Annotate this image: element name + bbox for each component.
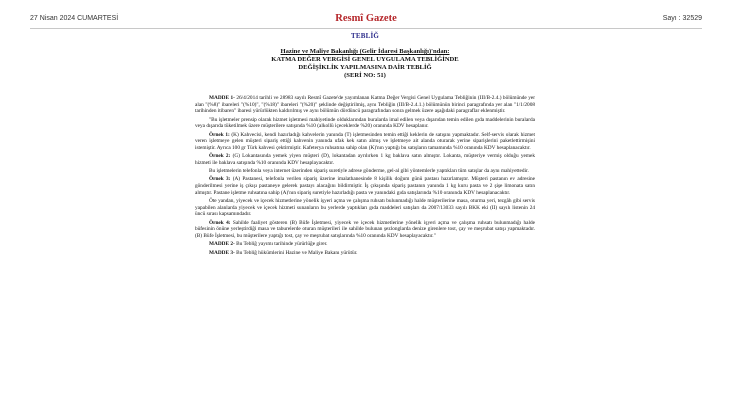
article-1-text: 26/4/2014 tarihli ve 28983 sayılı Resmî Gazete'de yayımlanan Katma Değer Vergisi Genel Uygulama Tebliğinin (III/B-2.4.) bölümünde yer alan "(%8)" ibareleri "(%10)", "(%18)" ibareleri "(%20)" şeklinde değiştirilmiş, aynı Tebliğin (III/B-2.4.1.) bölümünün birinci paragrafında yer alan "1/1/2008 tarihinden itibaren" ibaresi yürürlükten kaldırılmış ve aynı bölümün dördüncü paragrafından sonra gelmek üzere aşağıdaki paragraflar eklenmiştir. (195, 95, 535, 115)
issuing-authority: Hazine ve Maliye Bakanlığı (Gelir İdaresi Başkanlığı)'ndan: (280, 48, 450, 55)
example-2-text: (G) Lokantasında yemek yiyen müşteri (D), lokantadan ayrılırken 1 kg baklava satın almıştır. Lokanta, müşteriye vermiş olduğu yemek hizmeti ile baklava satışında %10 oranında KDV hesaplayacaktır. (195, 153, 535, 166)
article-2-label: MADDE 2- (209, 241, 235, 248)
example-1-text: (K) Kahvecisi, kendi hazırladığı kahvelerin yanında (T) işletmesinden temin ettiği keklerin de satışını yapmaktadır. Self-servis olarak hizmet veren işletmeye gelen müşteri sipariş ettiği kahvenin yanında ufak kek satın almış ve işletmeye ait alanda oturarak yerine siparişlerini paketlettirmişini istemiştir. Ayrıca 100 gr Türk kahvesi çektirmiştir. Kafeterya ruhsatına sahip olan (K)'nın yaptığı bu satışların tamamında %10 oranında KDV hesaplanacaktır. (195, 131, 535, 151)
example-3-text: (A) Pastanesi, telefonla verilen sipariş üzerine imalathanesinde 8 kişilik doğum günü pastası hazırlamıştır. Müşteri pastanın ev adresine gönderilmesi yerine iş çıkışı pastaneye gelerek pastayı alacağını bildirmiştir. İş çıkışında sipariş pastanın yanında 1 kg kuru pasta ve 2 şişe limonata satın almıştır. Pastane işletme ruhsatına sahip (A)'nın sipariş suretiyle hazırladığı pasta ve yanındaki gıda satışlarında %10 oranında KDV hesaplanacaktır. (195, 176, 535, 196)
article-1-label: MADDE 1- (209, 95, 235, 101)
page-header (30, 13, 702, 27)
title-line-2: DEĞİŞİKLİK YAPILMASINA DAİR TEBLİĞ (298, 64, 432, 71)
example-1-label: Örnek 1: (209, 131, 230, 138)
quote-intro: "Bu işletmeler prensip olarak hizmet işletmesi mahiyetinde olduklarından buralarda imal edilen veya dışarıdan temin edilen gıda maddelerinin buralarda veya dışarıda tüketilmek üzere müşterilere satışında %10 (alkollü içeceklerde %20) oranında KDV hesaplanır. (195, 116, 535, 130)
article-2-text: Bu Tebliğ yayımı tarihinde yürürlüğe girer. (234, 241, 328, 248)
paragraph-phone-orders: Bu işletmelerin telefonla veya internet üzerinden sipariş suretiyle adrese gönderme, gel-al gibi yöntemlerle yaptıkları tüm satışlar da aynı mahiyettedir. (209, 168, 529, 175)
article-3-text: Bu Tebliğ hükümlerini Hazine ve Maliye Bakanı yürütür. (234, 249, 358, 256)
example-2 (195, 153, 535, 166)
example-3 (195, 176, 535, 196)
example-4-label: Örnek 4: (209, 219, 231, 226)
header-divider (30, 28, 702, 29)
article-2 (195, 241, 535, 248)
document-title-block (140, 48, 590, 80)
example-2-label: Örnek 2: (209, 153, 231, 160)
paragraph-other-venues: Öte yandan, yiyecek ve içecek hizmetlerine yönelik işyeri açma ve çalışma ruhsatı bulunmadığı halde müşterilerine masa, oturma yeri, tezgâh gibi servis yapabilen alanlarda yiyecek ve içecek hizmeti sunanların bu yerlerde yaptıkları gıda maddeleri satışları da 2007/13033 sayılı BKK eki (II) sayılı listenin 24 üncü sırası kapsamındadır. (195, 198, 535, 218)
title-line-1: KATMA DEĞER VERGİSİ GENEL UYGULAMA TEBLİĞİNDE (271, 56, 459, 63)
issue-date: 27 Nisan 2024 CUMARTESİ (30, 15, 119, 22)
example-4-text: Sahilde faaliyet gösteren (B) Büfe İşletmesi, yiyecek ve içecek hizmetlerine yönelik işyeri açma ve çalışma ruhsatı bulunmadığı halde büfesinin önüne yerleştirdiği masa ve taburelerde oturan müşterileri ile sahilde bulunan şezlonglarda denize girenlere tost, çay ve meşrubat satışı yapmaktadır. (B) Büfe İşletmesi, bu müşterilere yaptığı tost, çay ve meşrubat satışlarında %10 oranında KDV hesaplayacaktır." (195, 219, 535, 239)
article-3 (195, 250, 535, 257)
newspaper-title: Resmî Gazete (335, 13, 397, 24)
example-1 (195, 132, 535, 152)
example-4 (195, 220, 535, 240)
article-3-label: MADDE 3- (209, 249, 235, 256)
example-3-label: Örnek 3: (209, 176, 231, 183)
section-title: TEBLİĞ (350, 32, 380, 40)
document-body (195, 95, 535, 258)
issue-number: Sayı : 32529 (662, 15, 702, 22)
article-1 (195, 95, 535, 115)
title-line-3: (SERİ NO: 51) (344, 72, 386, 79)
